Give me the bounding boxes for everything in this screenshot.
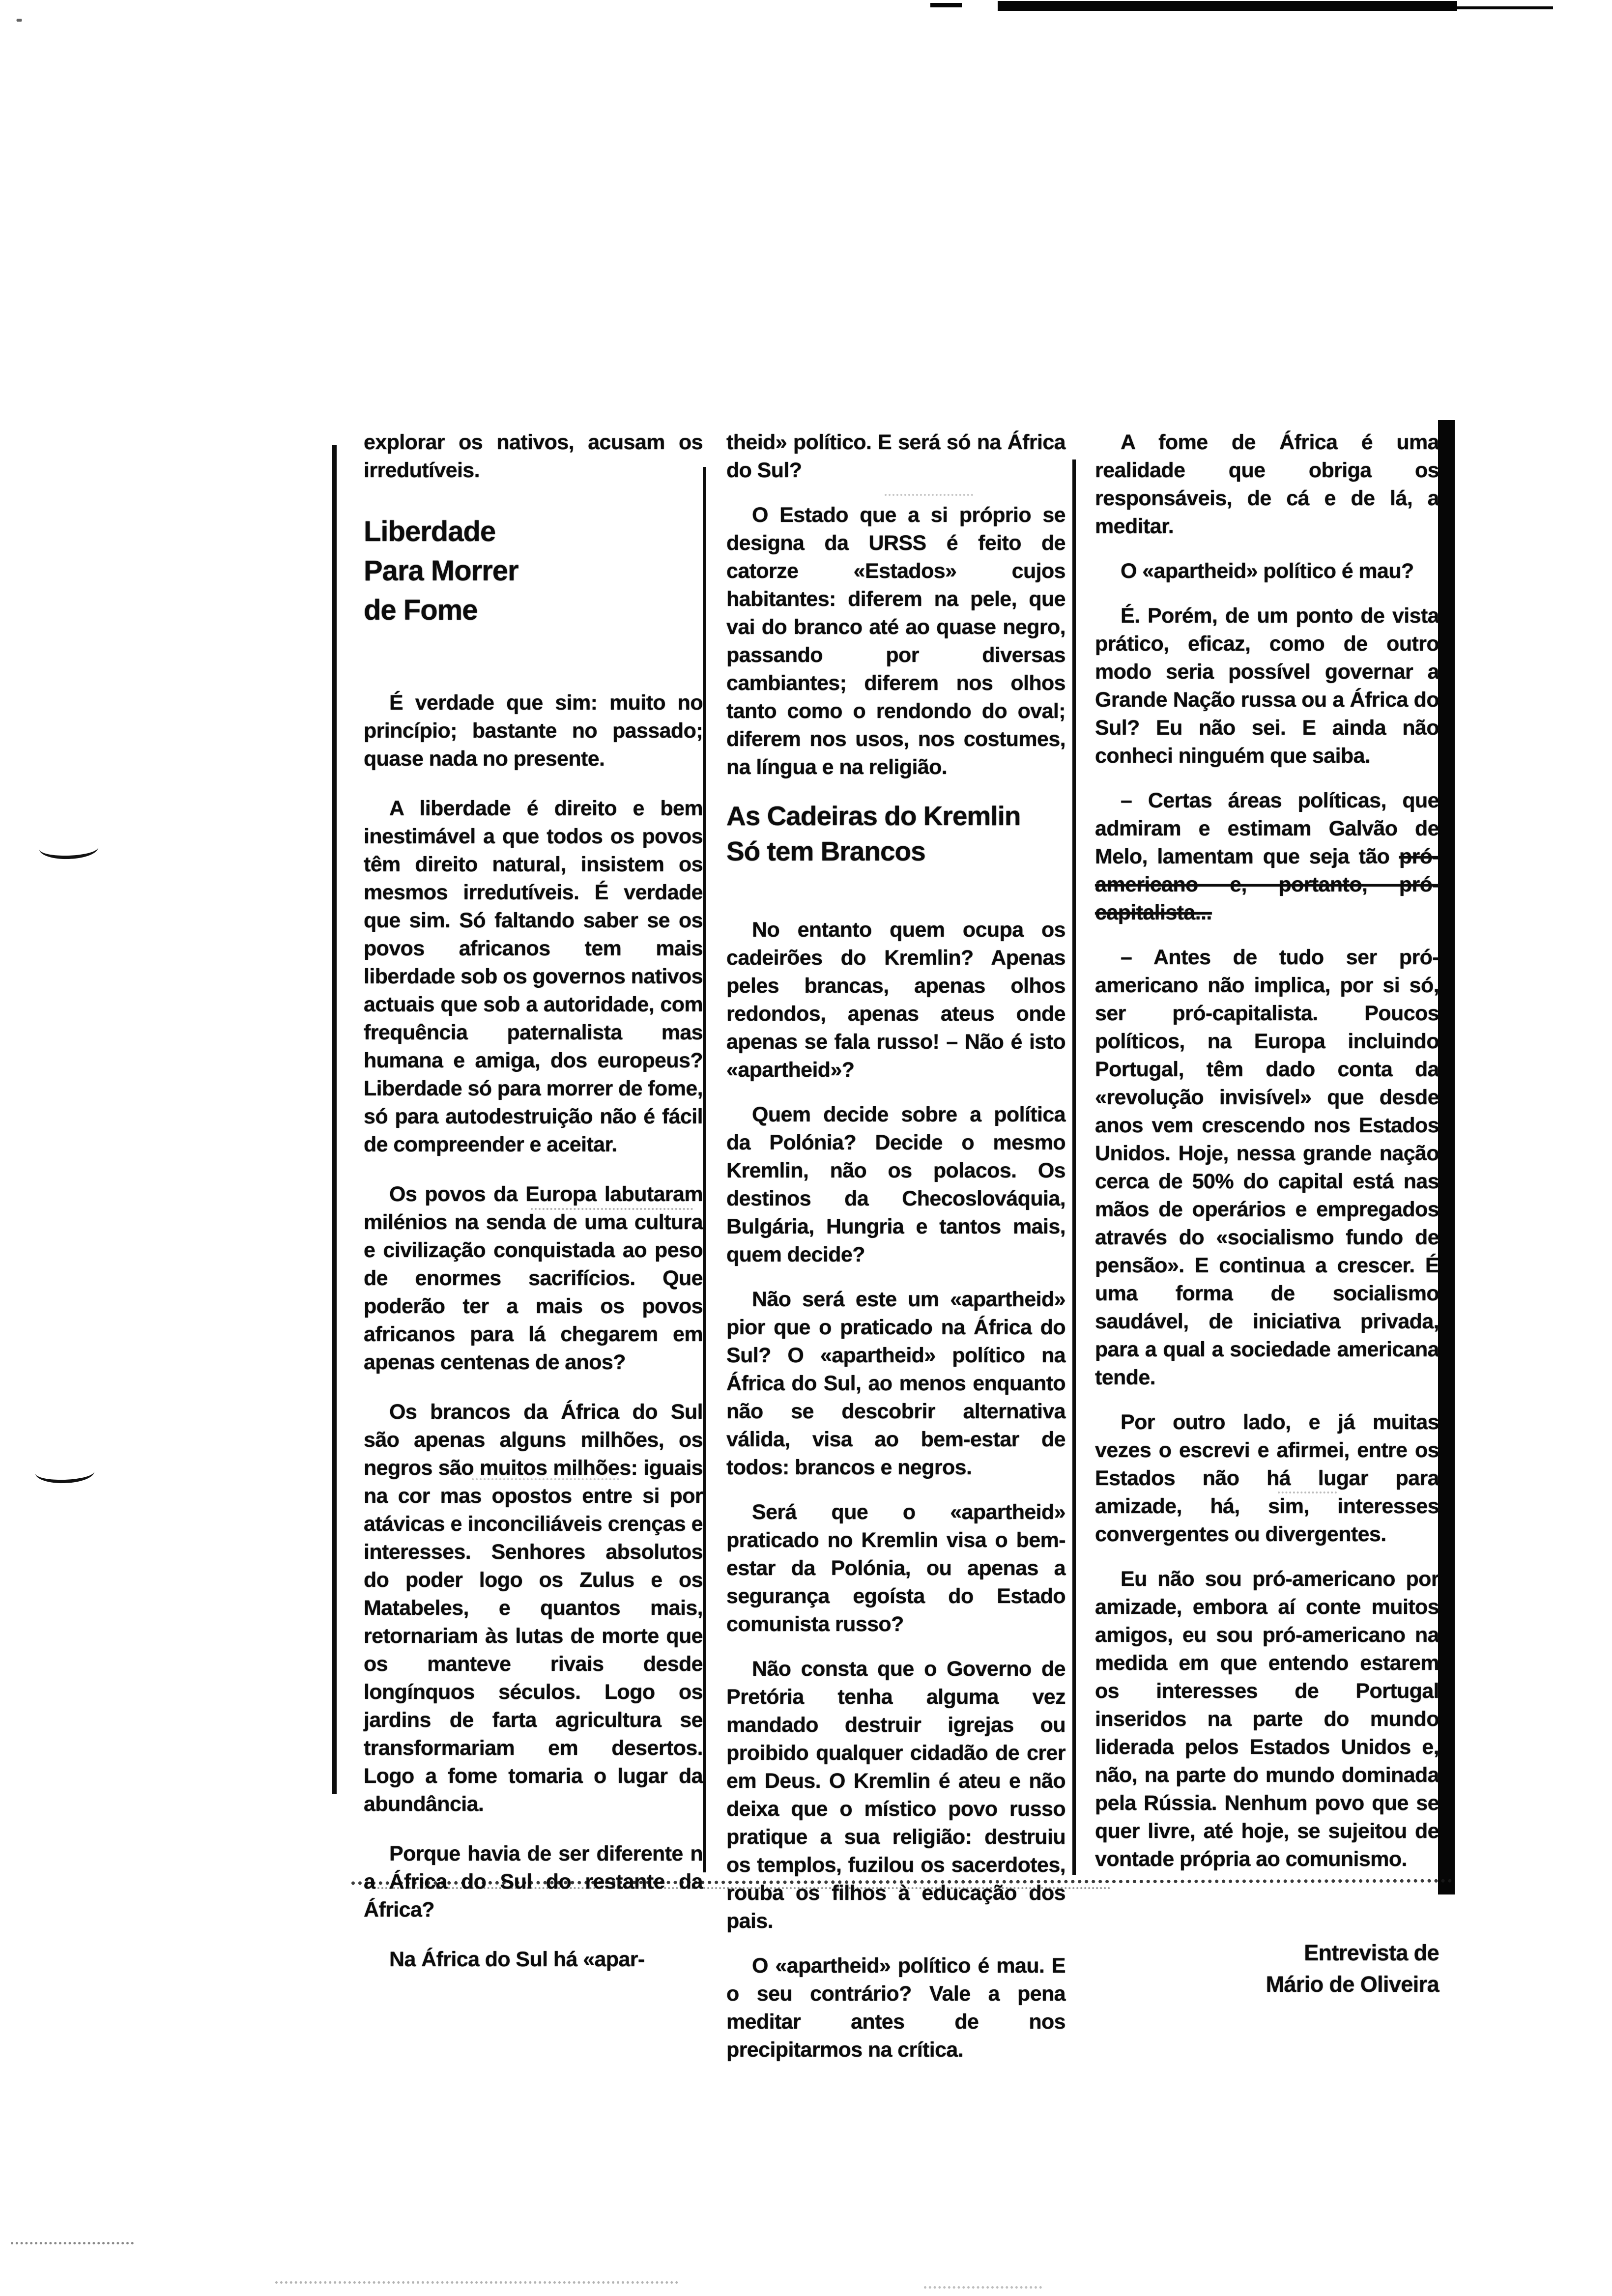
handwritten-margin-dash-2 — [35, 1466, 94, 1484]
byline-signature — [1095, 1937, 1439, 2000]
paragraph: – Antes de tudo ser pró-americano não implica, por si só, ser pró-capitalista. Poucos políticos, na Europa incluindo Portugal, têm dado conta da «revolução invisível» que desde anos vem crescendo nos Estados Unidos. Hoje, nessa grande nação cerca de 50% do capital está nas mãos de operários e empregados através do «socialismo fundo de pensão». E continua a crescer. É uma forma de socialismo saudável, de iniciativa privada, para a qual a sociedade americana tende. — [1095, 946, 1439, 1389]
paragraph: A liberdade é direito e bem inestimável a que todos os povos têm direito natural, insistem os mesmos irredutíveis. É verdade que sim. Só faltando saber se os povos africanos tem mais liberdade sob os governos nativos actuais que sob a autoridade, com frequência paternalista mas humana e amiga, dos europeus? Liberdade só para morrer de fome, só para autodestruição não é fácil de compreender e aceitar. — [364, 797, 703, 1156]
scan-top-bar — [998, 1, 1457, 11]
headline-line: Só tem Brancos — [726, 836, 925, 866]
question-text-struck: pró-americano e, portanto, pró-capitalista... — [1095, 845, 1439, 924]
headline-line: Para Morrer — [364, 555, 518, 587]
article-column-2 — [726, 429, 1065, 2081]
paragraph: Eu não sou pró-americano por amizade, embora aí conte muitos amigos, eu sou pró-americano na medida em que entendo estarem os interesses de Portugal inseridos na parte do mundo liderada pelos Estados Unidos e, não, na parte do mundo dominada pela Rússia. Nenhum povo que se quer livre, até hoje, se sujeitou de vontade própria ao comunismo. — [1095, 1567, 1439, 1871]
paragraph: Quem decide sobre a política da Polónia? Decide o mesmo Kremlin, não os polacos. Os destinos da Checoslováquia, Bulgária, Hungria e tantos mais, quem decide? — [726, 1103, 1065, 1266]
byline-line: Mário de Oliveira — [1266, 1972, 1439, 1997]
section-headline-kremlin — [726, 798, 1065, 869]
paragraph: O Estado que a si próprio se designa da URSS é feito de catorze «Estados» cujos habitantes: diferem na pele, que vai do branco até ao quase negro, passando por diversas cambiantes; diferem nos olhos tanto como o rendondo do oval; diferem nos usos, nos costumes, na língua e na religião. — [726, 503, 1065, 779]
scan-bottom-specks-3 — [924, 2286, 1042, 2289]
headline-line: Liberdade — [364, 516, 496, 547]
section-headline-liberdade — [364, 512, 703, 630]
handwritten-margin-dash-1 — [39, 842, 98, 860]
headline-line: de Fome — [364, 594, 478, 626]
clipping-edge-left — [332, 445, 337, 1794]
paragraph: Não consta que o Governo de Pretória tenha alguma vez mandado destruir igrejas ou proibido qualquer cidadão de crer em Deus. O Kremlin é ateu e não deixa que o místico povo russo pratique a sua religião: destruiu os templos, fuzilou os sacerdotes, rouba os filhos à educação dos pais. — [726, 1657, 1065, 1933]
paragraph: Os brancos da África do Sul são apenas alguns milhões, os negros são muitos milhões: iguais na cor mas opostos entre si por atávicas e inconciliáveis crenças e interesses. Senhores absolutos do poder logo os Zulus e os Matabeles, e quantos mais, retornariam às lutas de morte que os manteve rivais desde longínquos séculos. Logo os jardins de farta agricultura se transformariam em desertos. Logo a fome tomaria o lugar da abundância. — [364, 1400, 703, 1816]
question-text: – Certas áreas políticas, que admiram e estimam Galvão de Melo, lamentam que seja tão — [1095, 789, 1439, 868]
paragraph: Não será este um «apartheid» pior que o praticado na África do Sul? O «apartheid» político na África do Sul, ao menos enquanto não se descobrir alternativa válida, visa ao bem-estar de todos: brancos e negros. — [726, 1288, 1065, 1479]
column-divider-2 — [1072, 459, 1076, 1875]
paragraph: O «apartheid» político é mau. E o seu contrário? Vale a pena meditar antes de nos precipitarmos na crítica. — [726, 1954, 1065, 2062]
paragraph: É verdade que sim: muito no princípio; bastante no passado; quase nada no presente. — [364, 691, 703, 771]
paragraph: É. Porém, de um ponto de vista prático, eficaz, como de outro modo seria possível governar a Grande Nação russa ou a África do Sul? Eu não sei. E ainda não conheci ninguém que saiba. — [1095, 604, 1439, 768]
article-column-1 — [364, 429, 703, 1995]
paragraph: Será que o «apartheid» praticado no Kremlin visa o bem-estar da Polónia, ou apenas a segurança egoísta do Estado comunista russo? — [726, 1500, 1065, 1636]
paragraph: O «apartheid» político é mau? — [1121, 559, 1414, 583]
paragraph: Por outro lado, e já muitas vezes o escrevi e afirmei, entre os Estados não há lugar para amizade, há, sim, interesses convergentes ou divergentes. — [1095, 1410, 1439, 1546]
headline-line: As Cadeiras do Kremlin — [726, 801, 1021, 831]
article-column-3 — [1095, 429, 1439, 2000]
paragraph: Na África do Sul há «apar- — [389, 1948, 645, 1971]
paragraph: Os povos da Europa labutaram milénios na senda de uma cultura e civilização conquistada ao peso de enormes sacrifícios. Que poderão ter a mais os povos africanos para lá chegarem em apenas centenas de anos? — [364, 1182, 703, 1374]
clipping-edge-right — [1438, 420, 1455, 1894]
scan-bottom-specks-1 — [11, 2242, 134, 2244]
paragraph: theid» político. E será só na África do Sul? — [726, 430, 1065, 482]
interviewer-question — [1095, 787, 1439, 927]
scan-top-mark — [930, 3, 962, 7]
byline-line: Entrevista de — [1304, 1940, 1439, 1965]
scan-top-bar-thin — [1457, 6, 1553, 9]
paragraph: Porque havia de ser diferente n a África do Sul do restante da África? — [364, 1842, 703, 1922]
paragraph: A fome de África é uma realidade que obriga os responsáveis, de cá e de lá, a meditar. — [1095, 430, 1439, 538]
paragraph: No entanto quem ocupa os cadeirões do Kremlin? Apenas peles brancas, apenas olhos redondos, apenas ateus onde apenas se fala russo! – Não é isto «apartheid»? — [726, 918, 1065, 1082]
paragraph: explorar os nativos, acusam os irredutíveis. — [364, 430, 703, 482]
scan-bottom-specks-2 — [275, 2281, 678, 2284]
column-divider-1 — [703, 467, 706, 1872]
scan-corner-dots — [13, 19, 26, 22]
